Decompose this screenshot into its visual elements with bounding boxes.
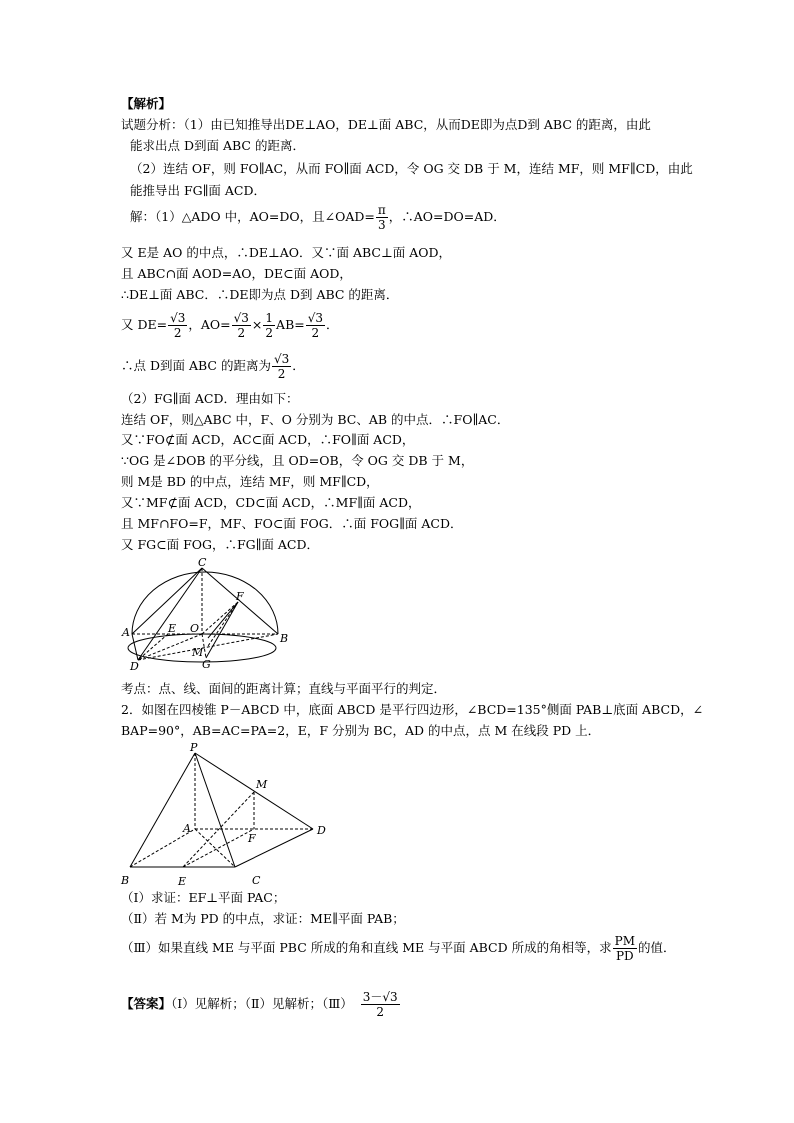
label-A: A <box>183 822 191 835</box>
label-O: O <box>190 622 200 635</box>
label-D: D <box>317 824 326 837</box>
fraction-denominator: 2 <box>311 326 320 340</box>
part2-line-2: 连结 OF，则△ABC 中，F、O 分别为 BC、AB 的中点．∴FO∥AC． <box>121 412 510 427</box>
label-B: B <box>121 874 130 887</box>
de-ao-equation <box>121 311 339 340</box>
times-sign: × <box>251 317 263 332</box>
solution-line-2: 又 E是 AO 的中点，∴DE⊥AO．又∵面 ABC⊥面 AOD， <box>121 245 452 260</box>
label-F: F <box>248 832 256 845</box>
analysis-intro-line-2: 能求出点 D到面 ABC 的距离． <box>130 138 305 153</box>
line-AD <box>132 634 138 660</box>
solution-prefix: 解：（1）△ADO 中，AO=DO，且∠OAD= <box>130 209 375 224</box>
segment-EF <box>183 829 254 867</box>
line-FM <box>208 602 238 646</box>
sqrt3-over-2-fraction <box>272 352 291 381</box>
part2-line-3: 又∵FO⊄面 ACD，AC⊂面 ACD，∴FO∥面 ACD， <box>121 432 415 447</box>
question-2: （Ⅱ）若 M为 PD 的中点，求证：ME∥平面 PAB； <box>121 911 405 926</box>
fraction-denominator: 2 <box>237 326 246 340</box>
segment-ME <box>183 792 254 867</box>
label-E: E <box>168 622 177 635</box>
fraction-numerator: √3 <box>307 311 324 325</box>
fraction-numerator: √3 <box>233 311 249 325</box>
fraction-numerator: π <box>377 203 386 217</box>
label-E: E <box>178 875 187 888</box>
analysis-intro-line-4: 能推导出 FG∥面 ACD． <box>130 183 266 198</box>
part2-line-4: ∵OG 是∠DOB 的平分线，且 OD=OB，令 OG 交 DB 于 M， <box>121 453 474 468</box>
ab-label: AB= <box>276 317 305 332</box>
question-1: （Ⅰ）求证：EF⊥平面 PAC； <box>121 890 286 905</box>
pi-over-3-fraction <box>376 203 388 232</box>
fraction-denominator: PD <box>615 949 634 963</box>
fraction-denominator: 2 <box>376 1005 385 1019</box>
ao-label: ，AO= <box>188 317 231 332</box>
fraction-numerator: 3－√3 <box>362 990 398 1004</box>
part2-line-8: 又 FG⊂面 FOG，∴FG∥面 ACD． <box>121 537 320 552</box>
answer-text: （Ⅰ）见解析；（Ⅱ）见解析；（Ⅲ） <box>171 996 353 1011</box>
label-B: B <box>280 632 289 645</box>
question-3-suffix: 的值． <box>638 940 676 955</box>
solution-line-1 <box>130 203 506 232</box>
sqrt3-over-2-fraction <box>232 311 251 340</box>
label-F: F <box>236 590 244 603</box>
line-F-inner <box>208 602 238 638</box>
kaodian-line: 考点：点、线、面间的距离计算；直线与平面平行的判定． <box>121 681 447 696</box>
fraction-denominator: 2 <box>265 326 274 340</box>
sqrt3-over-2-fraction <box>306 311 325 340</box>
period: ． <box>326 317 339 332</box>
answer-fraction <box>361 990 400 1019</box>
label-C: C <box>252 874 261 887</box>
problem2-line-1: 2．如图在四棱锥 P－ABCD 中，底面 ABCD 是平行四边形，∠BCD=135°侧面 PAB⊥底面 ABCD，∠ <box>121 702 704 717</box>
fraction-denominator: 2 <box>173 326 182 340</box>
solution-line-3: 且 ABC∩面 AOD=AO，DE⊂面 AOD， <box>121 266 352 281</box>
label-C: C <box>198 558 207 569</box>
label-P: P <box>190 741 198 754</box>
edge-PB <box>130 753 195 867</box>
semicircle-figure <box>120 558 290 673</box>
de-label: 又 DE= <box>121 317 168 332</box>
question-3-prefix: （Ⅲ）如果直线 ME 与平面 PBC 所成的角和直线 ME 与平面 ABCD 所成的角相等，求 <box>121 940 612 955</box>
pm-over-pd-fraction <box>613 934 637 963</box>
part2-line-6: 又∵MF⊄面 ACD，CD⊂面 ACD，∴MF∥面 ACD， <box>121 495 421 510</box>
solution-suffix: ，∴AO=DO=AD． <box>388 209 506 224</box>
line-FG <box>206 602 238 658</box>
label-D: D <box>130 660 139 673</box>
analysis-intro-line-1: 试题分析：（1）由已知推导出DE⊥AO，DE⊥面 ABC，从而DE即为点D到 ABC 的距离，由此 <box>121 117 651 132</box>
fraction-denominator: 2 <box>277 367 286 381</box>
sqrt3-over-2-fraction <box>168 311 187 340</box>
analysis-heading: 【解析】 <box>121 96 172 111</box>
part2-line-5: 则 M是 BD 的中点，连结 MF，则 MF∥CD， <box>121 474 379 489</box>
answer-label: 【答案】 <box>121 996 172 1011</box>
distance-result <box>121 352 305 381</box>
problem2-line-2: BAP=90°，AB=AC=PA=2，E，F 分别为 BC，AD 的中点，点 M 在线段 PD 上． <box>121 723 601 738</box>
pyramid-figure <box>118 740 338 890</box>
part2-line-1: （2）FG∥面 ACD．理由如下： <box>121 391 299 406</box>
semicircle-arc <box>132 572 278 634</box>
label-M: M <box>192 646 204 659</box>
fraction-numerator: 1 <box>265 311 274 325</box>
label-A: A <box>122 626 130 639</box>
analysis-intro-line-3: （2）连结 OF，则 FO∥AC，从而 FO∥面 ACD，令 OG 交 DB 于 M，连结 MF，则 MF∥CD，由此 <box>130 161 693 176</box>
fraction-numerator: √3 <box>273 352 290 366</box>
label-M: M <box>256 778 268 791</box>
distance-prefix: ∴点 D到面 ABC 的距离为 <box>121 358 271 373</box>
one-half-fraction <box>263 311 275 340</box>
fraction-denominator: 3 <box>377 218 386 232</box>
fraction-numerator: PM <box>614 934 635 948</box>
label-G: G <box>202 658 211 671</box>
fraction-numerator: √3 <box>170 311 186 325</box>
period: ． <box>292 358 305 373</box>
part2-line-7: 且 MF∩FO=F，MF、FO⊂面 FOG．∴面 FOG∥面 ACD． <box>121 516 463 531</box>
edge-CD <box>235 829 313 867</box>
solution-line-4: ∴DE⊥面 ABC．∴DE即为点 D到 ABC 的距离． <box>121 287 399 302</box>
question-3 <box>121 934 676 963</box>
answer-line <box>121 990 401 1019</box>
